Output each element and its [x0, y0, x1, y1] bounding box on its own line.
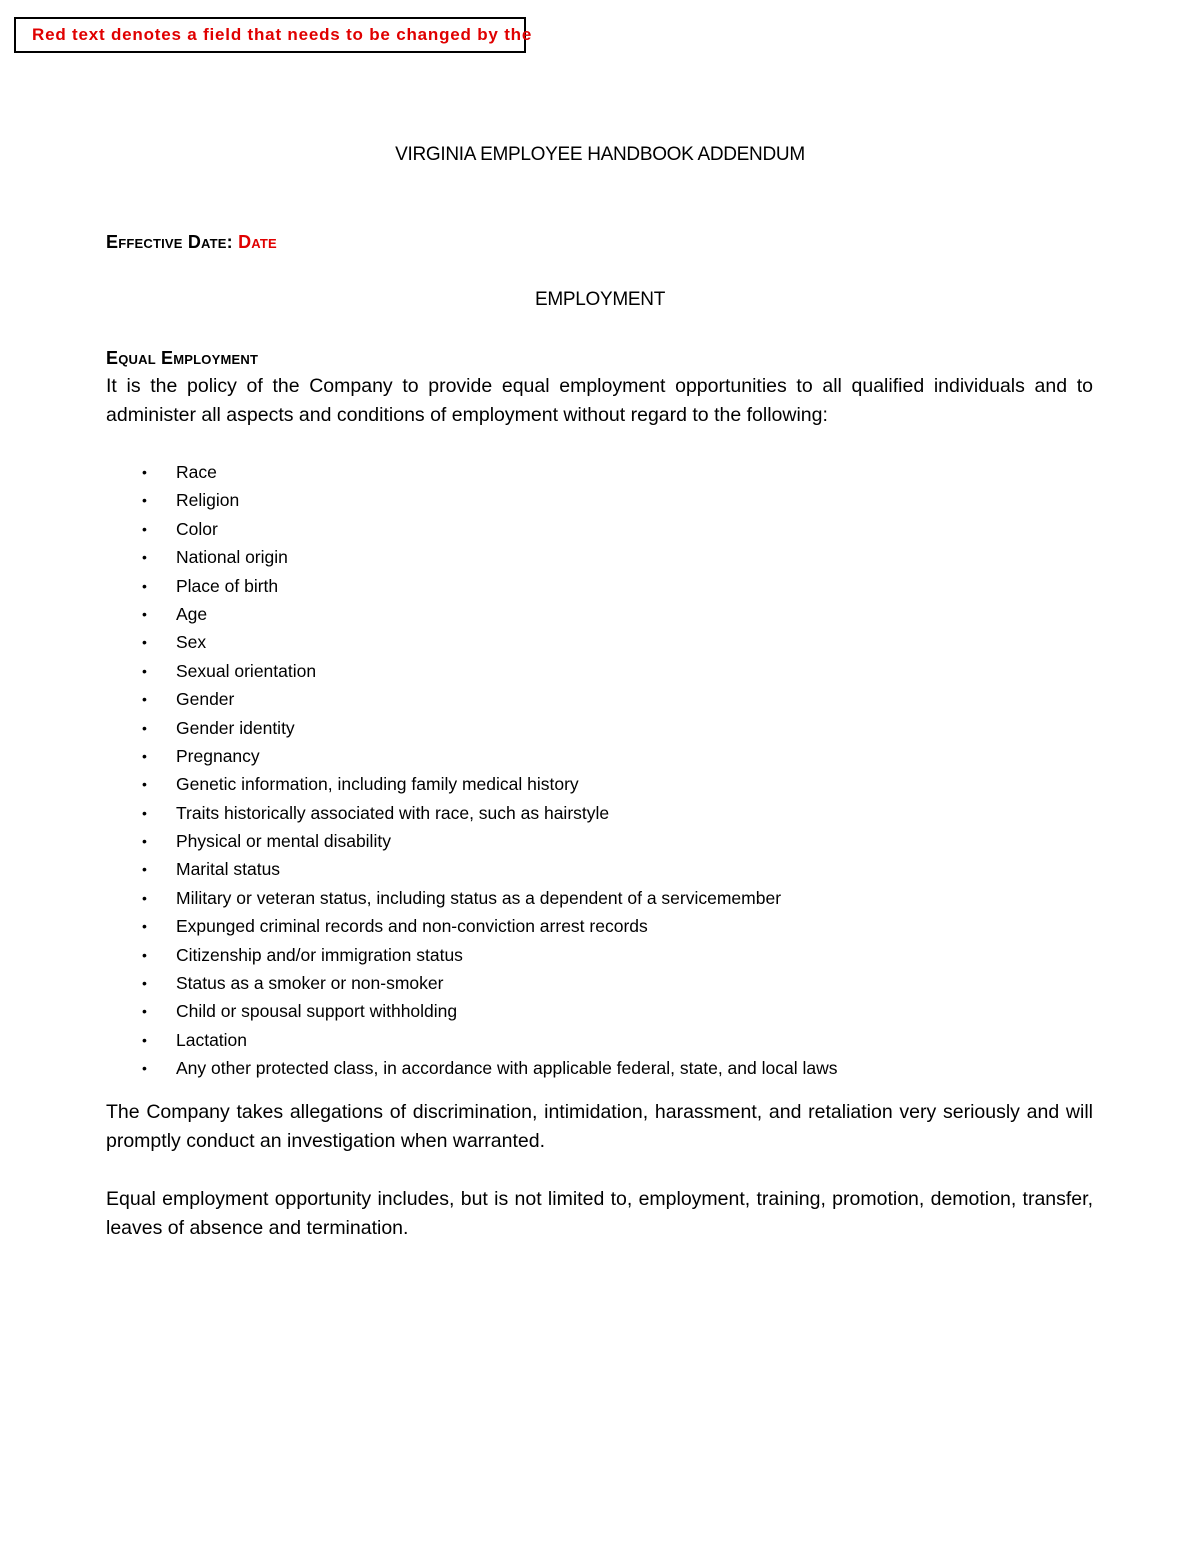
bullet-icon: •	[142, 1060, 147, 1077]
list-item	[0, 628, 1200, 656]
bullet-icon: •	[142, 833, 147, 850]
list-item-text: Religion	[176, 490, 240, 511]
list-item	[0, 799, 1200, 827]
list-item-text: Military or veteran status, including status as a dependent of a servicemember	[176, 887, 782, 908]
list-item-text: Sex	[176, 632, 207, 653]
list-item	[0, 600, 1200, 628]
list-item-text: Marital status	[176, 859, 281, 880]
list-item-text: Pregnancy	[176, 745, 260, 766]
list-item	[0, 486, 1200, 514]
list-item-text: Gender identity	[176, 717, 295, 738]
list-item	[0, 941, 1200, 969]
bullet-icon: •	[142, 464, 147, 480]
list-item-text: Color	[176, 518, 218, 539]
instruction-notice-text: Red text denotes a field that needs to be changed by the	[32, 25, 533, 44]
bullet-icon: •	[142, 1003, 147, 1020]
list-item-text: Expunged criminal records and non-conviction arrest records	[176, 916, 648, 937]
protected-classes-list	[0, 458, 1200, 1083]
list-item-text: Physical or mental disability	[176, 831, 391, 852]
bullet-icon: •	[142, 804, 147, 821]
effective-date-label: Effective Date:	[106, 232, 233, 252]
list-item	[0, 714, 1200, 742]
list-item-text: Place of birth	[176, 575, 279, 596]
list-item	[0, 969, 1200, 997]
closing-paragraph-2: Equal employment opportunity includes, but is not limited to, employment, training, promotion, demotion, transfer, leaves of absence and termination.	[106, 1188, 1093, 1239]
list-item-text: Sexual orientation	[176, 660, 317, 681]
bullet-icon: •	[142, 719, 147, 736]
list-item	[0, 657, 1200, 685]
bullet-icon: •	[142, 605, 147, 622]
closing-paragraph-1: The Company takes allegations of discrimination, intimidation, harassment, and retaliation very seriously and will promptly conduct an investigation when warranted.	[106, 1101, 1093, 1152]
bullet-icon: •	[142, 577, 147, 594]
bullet-icon: •	[142, 946, 147, 963]
list-item-text: Race	[176, 462, 217, 482]
list-item	[0, 742, 1200, 770]
effective-date-value: Date	[238, 232, 277, 252]
list-item-text: Child or spousal support withholding	[176, 1001, 458, 1022]
list-item-text: Age	[176, 603, 208, 624]
list-item-text: Genetic information, including family medical history	[176, 774, 579, 795]
list-item	[0, 1054, 1200, 1082]
list-item	[0, 912, 1200, 940]
list-item	[0, 997, 1200, 1025]
bullet-icon: •	[142, 747, 147, 764]
list-item	[0, 515, 1200, 543]
list-item	[0, 770, 1200, 798]
bullet-icon: •	[142, 776, 147, 793]
list-item-text: Citizenship and/or immigration status	[176, 944, 463, 965]
document-title: VIRGINIA EMPLOYEE HANDBOOK ADDENDUM	[395, 144, 805, 165]
list-item-text: Lactation	[176, 1029, 248, 1050]
list-item	[0, 458, 1200, 486]
list-item-text: National origin	[176, 547, 288, 568]
list-item-text: Gender	[176, 689, 235, 710]
instruction-notice-box	[14, 17, 533, 53]
bullet-icon: •	[142, 1031, 147, 1048]
section-heading: EMPLOYMENT	[534, 289, 666, 310]
bullet-icon: •	[142, 918, 147, 935]
effective-date-line	[106, 232, 277, 253]
subheading-equal-employment: Equal Employment	[106, 348, 259, 368]
list-item	[0, 572, 1200, 600]
bullet-icon: •	[142, 549, 147, 566]
bullet-icon: •	[142, 975, 147, 992]
list-item	[0, 1026, 1200, 1054]
bullet-icon: •	[142, 691, 147, 708]
intro-paragraph: It is the policy of the Company to provide equal employment opportunities to all qualified individuals and to administer all aspects and conditions of employment without regard to the following:	[106, 375, 1093, 426]
bullet-icon: •	[142, 520, 147, 537]
bullet-icon: •	[142, 861, 147, 878]
list-item	[0, 884, 1200, 912]
bullet-icon: •	[142, 889, 147, 906]
list-item	[0, 543, 1200, 571]
list-item	[0, 855, 1200, 883]
list-item-text: Status as a smoker or non-smoker	[176, 973, 444, 994]
bullet-icon: •	[142, 634, 147, 651]
list-item-text: Any other protected class, in accordance with applicable federal, state, and local laws	[176, 1058, 838, 1079]
bullet-icon: •	[142, 492, 147, 509]
list-item	[0, 827, 1200, 855]
list-item-text: Traits historically associated with race, such as hairstyle	[176, 802, 610, 823]
list-item	[0, 685, 1200, 713]
bullet-icon: •	[142, 662, 147, 679]
